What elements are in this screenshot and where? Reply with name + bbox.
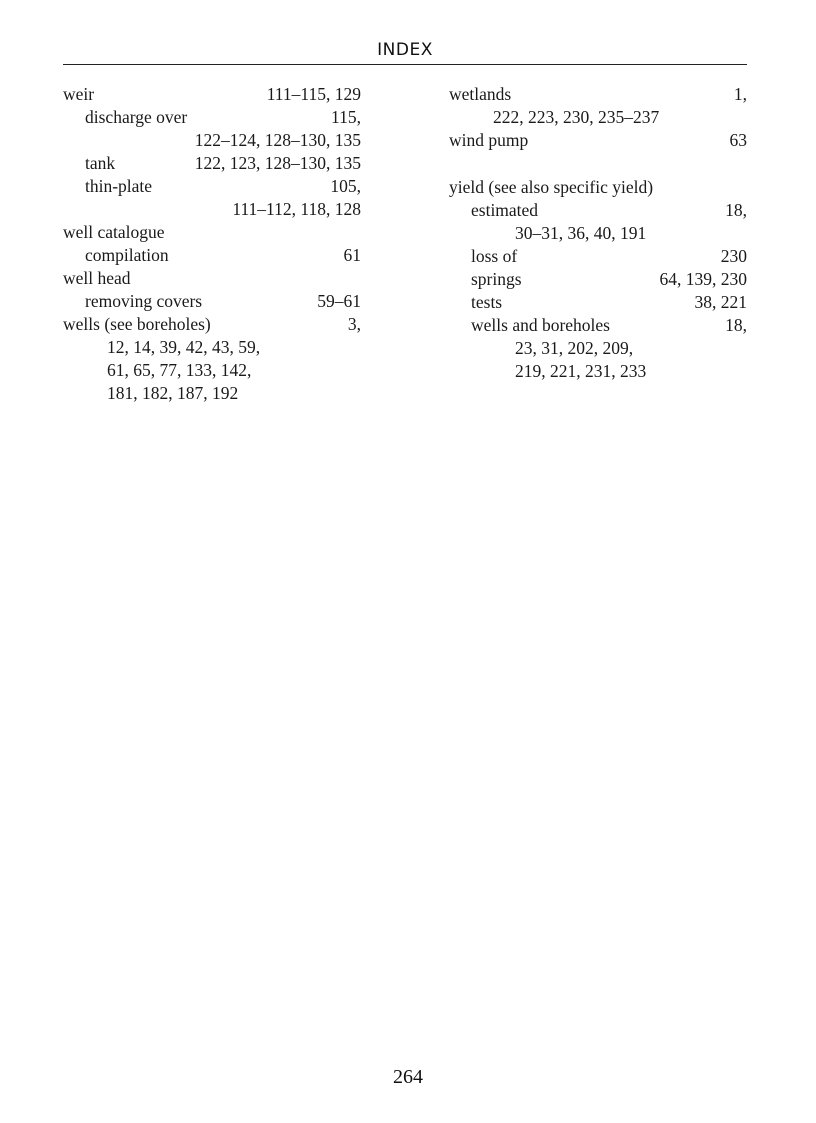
index-subentry	[449, 268, 747, 291]
index-continuation	[449, 337, 747, 360]
index-continuation	[63, 382, 361, 405]
index-term: well head	[63, 268, 131, 288]
index-page-refs: 64, 139, 230	[659, 269, 747, 289]
index-page-refs: 122–124, 128–130, 135	[194, 130, 361, 150]
index-term: wetlands	[449, 84, 512, 104]
index-continuation	[63, 129, 361, 152]
index-subentry	[449, 314, 747, 337]
index-continuation	[63, 198, 361, 221]
page-number: 264	[393, 1066, 423, 1088]
index-page-refs: 111–112, 118, 128	[232, 199, 361, 219]
index-page-refs: 18,	[725, 200, 747, 220]
index-subentry	[63, 290, 361, 313]
index-entry	[63, 267, 361, 290]
index-entry	[449, 176, 747, 199]
index-term: loss of	[471, 246, 518, 266]
page-title: INDEX	[377, 40, 433, 60]
index-continuation	[449, 222, 747, 245]
index-page-refs: 3,	[347, 314, 361, 334]
index-subentry	[449, 291, 747, 314]
index-term: 222, 223, 230, 235–237	[493, 107, 660, 127]
index-continuation	[449, 106, 747, 129]
index-continuation	[449, 360, 747, 383]
index-term: estimated	[471, 200, 539, 220]
index-column-right	[449, 83, 747, 383]
index-subentry	[63, 106, 361, 129]
index-page-refs: 59–61	[317, 291, 361, 311]
index-column-left	[63, 83, 361, 405]
index-term: 23, 31, 202, 209,	[515, 338, 634, 358]
index-gap	[449, 152, 747, 176]
index-page-refs: 230	[720, 246, 747, 266]
index-term: springs	[471, 269, 522, 289]
index-entry	[63, 83, 361, 106]
index-entry	[63, 221, 361, 244]
index-page-refs: 63	[729, 130, 747, 150]
index-entry	[63, 313, 361, 336]
index-term: wells (see boreholes)	[63, 314, 211, 334]
index-page-refs: 111–115, 129	[266, 84, 361, 104]
index-page-refs: 105,	[330, 176, 361, 196]
index-term: 219, 221, 231, 233	[515, 361, 647, 381]
index-term: compilation	[85, 245, 169, 265]
index-term: thin-plate	[85, 176, 153, 196]
index-term: tank	[85, 153, 116, 173]
index-term: 12, 14, 39, 42, 43, 59,	[107, 337, 261, 357]
index-subentry	[63, 152, 361, 175]
index-term: wind pump	[449, 130, 529, 150]
index-subentry	[63, 244, 361, 267]
index-page-refs: 115,	[331, 107, 361, 127]
index-term: yield (see also specific yield)	[449, 177, 654, 197]
index-page-refs: 38, 221	[694, 292, 747, 312]
index-term: well catalogue	[63, 222, 165, 242]
index-subentry	[63, 175, 361, 198]
index-continuation	[63, 359, 361, 382]
index-entry	[449, 129, 747, 152]
index-term: 181, 182, 187, 192	[107, 383, 239, 403]
index-page-refs: 18,	[725, 315, 747, 335]
index-term: tests	[471, 292, 503, 312]
index-subentry	[449, 199, 747, 222]
index-subentry	[449, 245, 747, 268]
index-term: removing covers	[85, 291, 203, 311]
index-term: 61, 65, 77, 133, 142,	[107, 360, 252, 380]
index-page-refs: 61	[343, 245, 361, 265]
index-page-refs: 122, 123, 128–130, 135	[194, 153, 361, 173]
index-term: wells and boreholes	[471, 315, 610, 335]
index-continuation	[63, 336, 361, 359]
index-term: weir	[63, 84, 95, 104]
index-term: 30–31, 36, 40, 191	[515, 223, 647, 243]
index-page-refs: 1,	[733, 84, 747, 104]
index-entry	[449, 83, 747, 106]
index-term: discharge over	[85, 107, 188, 127]
running-header	[63, 38, 747, 65]
